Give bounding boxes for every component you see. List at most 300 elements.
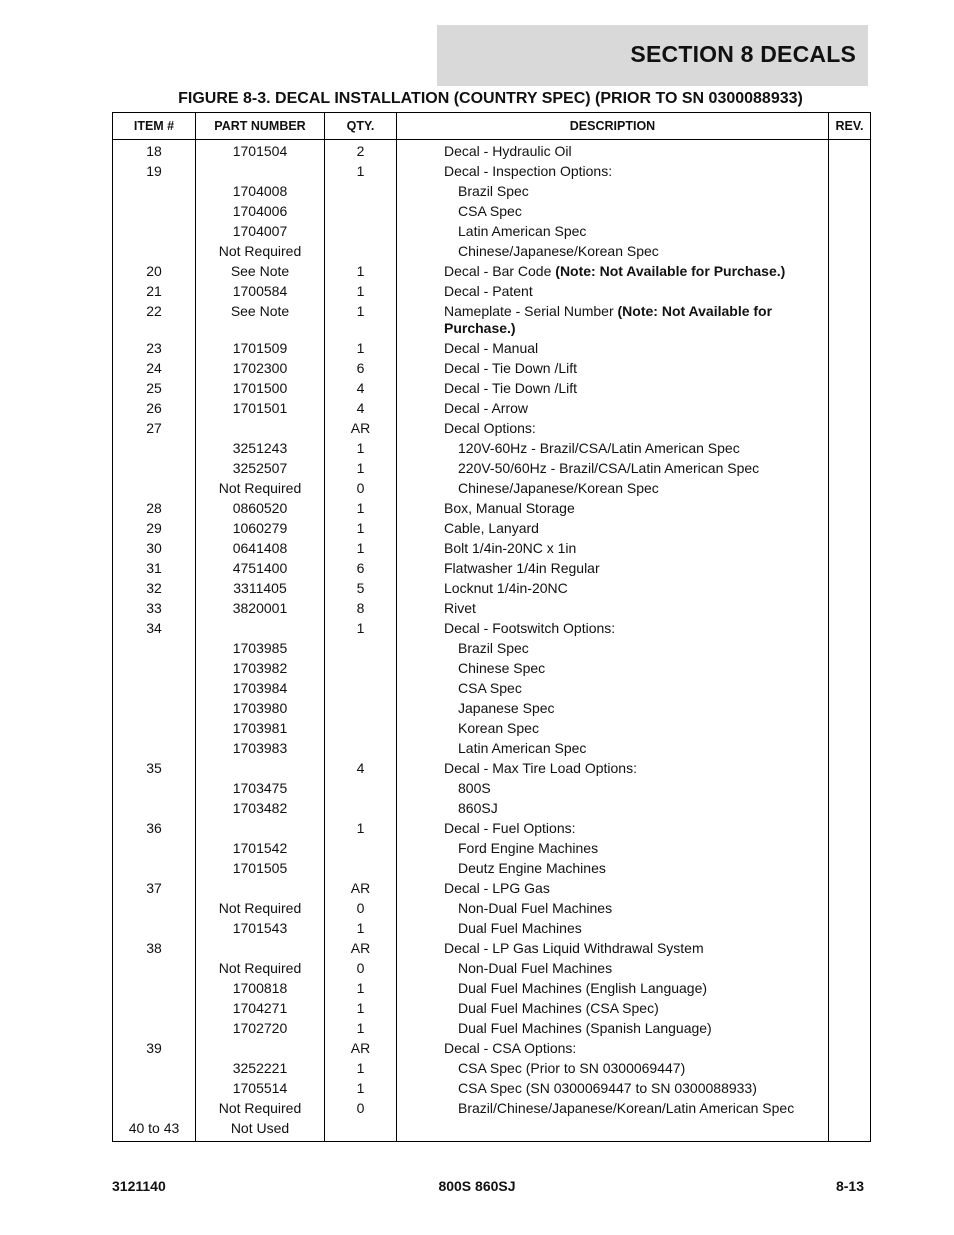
rev-cell bbox=[829, 618, 871, 638]
part-number-cell bbox=[196, 1038, 325, 1058]
item-number-cell bbox=[113, 201, 196, 221]
rev-cell bbox=[829, 738, 871, 758]
rev-cell bbox=[829, 678, 871, 698]
item-number-cell bbox=[113, 738, 196, 758]
rev-cell bbox=[829, 658, 871, 678]
description-cell bbox=[397, 538, 829, 558]
table-row bbox=[113, 798, 871, 818]
rev-cell bbox=[829, 878, 871, 898]
item-number-cell bbox=[113, 241, 196, 261]
item-number-cell: 19 bbox=[113, 161, 196, 181]
item-number-cell: 23 bbox=[113, 338, 196, 358]
description-cell bbox=[397, 938, 829, 958]
qty-cell bbox=[325, 718, 397, 738]
table-row bbox=[113, 698, 871, 718]
column-header-rev: REV. bbox=[829, 113, 871, 140]
item-number-cell bbox=[113, 718, 196, 738]
rev-cell bbox=[829, 418, 871, 438]
description-cell bbox=[397, 301, 829, 338]
item-number-cell: 35 bbox=[113, 758, 196, 778]
item-number-cell bbox=[113, 458, 196, 478]
item-number-cell: 29 bbox=[113, 518, 196, 538]
description-text: Box, Manual Storage bbox=[444, 500, 575, 516]
rev-cell bbox=[829, 140, 871, 162]
qty-cell: 1 bbox=[325, 538, 397, 558]
qty-cell: 4 bbox=[325, 378, 397, 398]
description-text: Decal - Tie Down /Lift bbox=[444, 360, 578, 376]
part-number-cell: 1704008 bbox=[196, 181, 325, 201]
part-number-cell: 3252507 bbox=[196, 458, 325, 478]
description-text: Cable, Lanyard bbox=[444, 520, 539, 536]
description-text: CSA Spec bbox=[458, 680, 522, 696]
rev-cell bbox=[829, 241, 871, 261]
description-text: Decal - Manual bbox=[444, 340, 539, 356]
qty-cell bbox=[325, 678, 397, 698]
table-row bbox=[113, 478, 871, 498]
qty-cell: AR bbox=[325, 878, 397, 898]
description-cell bbox=[397, 281, 829, 301]
part-number-cell bbox=[196, 618, 325, 638]
rev-cell bbox=[829, 758, 871, 778]
qty-cell: 0 bbox=[325, 478, 397, 498]
column-header-part-number: PART NUMBER bbox=[196, 113, 325, 140]
table-row bbox=[113, 261, 871, 281]
qty-cell: 1 bbox=[325, 161, 397, 181]
column-header-qty: QTY. bbox=[325, 113, 397, 140]
qty-cell: 1 bbox=[325, 1078, 397, 1098]
description-text: Decal - CSA Options: bbox=[444, 1040, 577, 1056]
section-title: SECTION 8 DECALS bbox=[630, 41, 856, 67]
description-cell bbox=[397, 918, 829, 938]
qty-cell bbox=[325, 798, 397, 818]
description-text: Latin American Spec bbox=[458, 223, 587, 239]
item-number-cell bbox=[113, 221, 196, 241]
item-number-cell: 37 bbox=[113, 878, 196, 898]
rev-cell bbox=[829, 638, 871, 658]
part-number-cell: 1703475 bbox=[196, 778, 325, 798]
description-text: Dual Fuel Machines (Spanish Language) bbox=[458, 1020, 712, 1036]
item-number-cell: 34 bbox=[113, 618, 196, 638]
description-note: (Note: Not Available for Purchase.) bbox=[555, 263, 786, 279]
description-text: Non-Dual Fuel Machines bbox=[458, 960, 613, 976]
rev-cell bbox=[829, 338, 871, 358]
part-number-cell bbox=[196, 161, 325, 181]
description-text: Chinese Spec bbox=[458, 660, 546, 676]
rev-cell bbox=[829, 1098, 871, 1118]
item-number-cell bbox=[113, 978, 196, 998]
rev-cell bbox=[829, 281, 871, 301]
item-number-cell: 33 bbox=[113, 598, 196, 618]
description-text: Decal - Footswitch Options: bbox=[444, 620, 616, 636]
part-number-cell: 1703482 bbox=[196, 798, 325, 818]
item-number-cell: 38 bbox=[113, 938, 196, 958]
rev-cell bbox=[829, 181, 871, 201]
rev-cell bbox=[829, 918, 871, 938]
item-number-cell bbox=[113, 438, 196, 458]
qty-cell: 1 bbox=[325, 918, 397, 938]
description-cell bbox=[397, 1118, 829, 1142]
description-text: Chinese/Japanese/Korean Spec bbox=[458, 243, 659, 259]
item-number-cell: 30 bbox=[113, 538, 196, 558]
description-cell bbox=[397, 140, 829, 162]
table-row bbox=[113, 578, 871, 598]
part-number-cell: See Note bbox=[196, 261, 325, 281]
description-cell bbox=[397, 338, 829, 358]
column-header-description: DESCRIPTION bbox=[397, 113, 829, 140]
table-row bbox=[113, 418, 871, 438]
description-text: 860SJ bbox=[458, 800, 498, 816]
item-number-cell: 40 to 43 bbox=[113, 1118, 196, 1142]
item-number-cell: 24 bbox=[113, 358, 196, 378]
description-text: Non-Dual Fuel Machines bbox=[458, 900, 613, 916]
description-cell bbox=[397, 378, 829, 398]
description-cell bbox=[397, 798, 829, 818]
item-number-cell bbox=[113, 958, 196, 978]
part-number-cell: 1703983 bbox=[196, 738, 325, 758]
qty-cell: 1 bbox=[325, 301, 397, 338]
part-number-cell: 1702720 bbox=[196, 1018, 325, 1038]
rev-cell bbox=[829, 398, 871, 418]
rev-cell bbox=[829, 798, 871, 818]
part-number-cell bbox=[196, 938, 325, 958]
description-cell bbox=[397, 438, 829, 458]
description-text: 120V-60Hz - Brazil/CSA/Latin American Spec bbox=[458, 440, 740, 456]
description-text: Decal - Bar Code bbox=[444, 263, 556, 279]
table-row bbox=[113, 1038, 871, 1058]
description-cell bbox=[397, 181, 829, 201]
qty-cell: 6 bbox=[325, 358, 397, 378]
rev-cell bbox=[829, 498, 871, 518]
part-number-cell: 1703985 bbox=[196, 638, 325, 658]
footer-page-number: 8-13 bbox=[835, 1178, 864, 1194]
part-number-cell: 3820001 bbox=[196, 598, 325, 618]
description-cell bbox=[397, 201, 829, 221]
qty-cell: 1 bbox=[325, 1018, 397, 1038]
item-number-cell: 26 bbox=[113, 398, 196, 418]
description-cell bbox=[397, 618, 829, 638]
table-row bbox=[113, 140, 871, 162]
part-number-cell: Not Used bbox=[196, 1118, 325, 1142]
footer-model: 800S 860SJ bbox=[438, 1178, 516, 1194]
rev-cell bbox=[829, 221, 871, 241]
rev-cell bbox=[829, 718, 871, 738]
table-row bbox=[113, 638, 871, 658]
item-number-cell bbox=[113, 998, 196, 1018]
table-row bbox=[113, 838, 871, 858]
qty-cell: 8 bbox=[325, 598, 397, 618]
item-number-cell: 31 bbox=[113, 558, 196, 578]
part-number-cell: 1701543 bbox=[196, 918, 325, 938]
description-text: Decal - Fuel Options: bbox=[444, 820, 576, 836]
item-number-cell bbox=[113, 658, 196, 678]
description-text: Dual Fuel Machines bbox=[458, 920, 582, 936]
description-cell bbox=[397, 498, 829, 518]
rev-cell bbox=[829, 1018, 871, 1038]
parts-table bbox=[112, 112, 871, 1142]
part-number-cell: 1703984 bbox=[196, 678, 325, 698]
qty-cell: AR bbox=[325, 418, 397, 438]
rev-cell bbox=[829, 438, 871, 458]
rev-cell bbox=[829, 778, 871, 798]
item-number-cell bbox=[113, 181, 196, 201]
description-cell bbox=[397, 418, 829, 438]
description-cell bbox=[397, 998, 829, 1018]
rev-cell bbox=[829, 301, 871, 338]
description-cell bbox=[397, 1038, 829, 1058]
table-row bbox=[113, 1118, 871, 1142]
table-header-row bbox=[113, 113, 871, 140]
description-text: Korean Spec bbox=[458, 720, 539, 736]
description-cell bbox=[397, 241, 829, 261]
description-cell bbox=[397, 958, 829, 978]
qty-cell bbox=[325, 778, 397, 798]
part-number-cell: 1702300 bbox=[196, 358, 325, 378]
description-cell bbox=[397, 698, 829, 718]
table-row bbox=[113, 778, 871, 798]
part-number-cell: 1703981 bbox=[196, 718, 325, 738]
item-number-cell bbox=[113, 918, 196, 938]
description-text: Decal - Arrow bbox=[444, 400, 529, 416]
item-number-cell: 32 bbox=[113, 578, 196, 598]
description-cell bbox=[397, 638, 829, 658]
table-row bbox=[113, 758, 871, 778]
description-cell bbox=[397, 598, 829, 618]
table-row bbox=[113, 538, 871, 558]
part-number-cell: 1060279 bbox=[196, 518, 325, 538]
item-number-cell bbox=[113, 1078, 196, 1098]
qty-cell: 1 bbox=[325, 438, 397, 458]
part-number-cell: Not Required bbox=[196, 241, 325, 261]
rev-cell bbox=[829, 378, 871, 398]
rev-cell bbox=[829, 858, 871, 878]
qty-cell: 1 bbox=[325, 618, 397, 638]
part-number-cell: 1701505 bbox=[196, 858, 325, 878]
description-cell bbox=[397, 518, 829, 538]
rev-cell bbox=[829, 578, 871, 598]
part-number-cell: Not Required bbox=[196, 1098, 325, 1118]
item-number-cell: 39 bbox=[113, 1038, 196, 1058]
table-row bbox=[113, 1058, 871, 1078]
rev-cell bbox=[829, 598, 871, 618]
description-cell bbox=[397, 1078, 829, 1098]
description-text: Decal - LPG Gas bbox=[444, 880, 550, 896]
qty-cell: 5 bbox=[325, 578, 397, 598]
item-number-cell bbox=[113, 678, 196, 698]
part-number-cell: 0860520 bbox=[196, 498, 325, 518]
description-cell bbox=[397, 978, 829, 998]
table-row bbox=[113, 878, 871, 898]
description-cell bbox=[397, 778, 829, 798]
part-number-cell: 1703980 bbox=[196, 698, 325, 718]
part-number-cell: Not Required bbox=[196, 958, 325, 978]
table-row bbox=[113, 358, 871, 378]
rev-cell bbox=[829, 938, 871, 958]
section-header-box bbox=[437, 25, 868, 86]
part-number-cell: See Note bbox=[196, 301, 325, 338]
table-row bbox=[113, 1078, 871, 1098]
rev-cell bbox=[829, 518, 871, 538]
item-number-cell bbox=[113, 698, 196, 718]
description-text: Decal - Hydraulic Oil bbox=[444, 143, 572, 159]
part-number-cell: 3251243 bbox=[196, 438, 325, 458]
description-text: Brazil/Chinese/Japanese/Korean/Latin American Spec bbox=[458, 1100, 795, 1116]
rev-cell bbox=[829, 978, 871, 998]
item-number-cell bbox=[113, 1098, 196, 1118]
description-cell bbox=[397, 261, 829, 281]
description-text: Deutz Engine Machines bbox=[458, 860, 606, 876]
table-row bbox=[113, 438, 871, 458]
table-row bbox=[113, 281, 871, 301]
item-number-cell: 18 bbox=[113, 140, 196, 162]
qty-cell: 1 bbox=[325, 818, 397, 838]
rev-cell bbox=[829, 358, 871, 378]
item-number-cell bbox=[113, 798, 196, 818]
qty-cell: AR bbox=[325, 938, 397, 958]
table-row bbox=[113, 221, 871, 241]
qty-cell: 4 bbox=[325, 398, 397, 418]
description-text: Latin American Spec bbox=[458, 740, 587, 756]
part-number-cell: 1701542 bbox=[196, 838, 325, 858]
item-number-cell bbox=[113, 858, 196, 878]
rev-cell bbox=[829, 458, 871, 478]
rev-cell bbox=[829, 161, 871, 181]
rev-cell bbox=[829, 698, 871, 718]
rev-cell bbox=[829, 558, 871, 578]
part-number-cell: 3252221 bbox=[196, 1058, 325, 1078]
table-row bbox=[113, 978, 871, 998]
qty-cell: 1 bbox=[325, 498, 397, 518]
rev-cell bbox=[829, 1038, 871, 1058]
description-text: 220V-50/60Hz - Brazil/CSA/Latin American Spec bbox=[458, 460, 760, 476]
description-cell bbox=[397, 838, 829, 858]
qty-cell bbox=[325, 838, 397, 858]
description-text: Flatwasher 1/4in Regular bbox=[444, 560, 600, 576]
table-row bbox=[113, 898, 871, 918]
qty-cell: 1 bbox=[325, 338, 397, 358]
part-number-cell: Not Required bbox=[196, 478, 325, 498]
description-text: Decal - Max Tire Load Options: bbox=[444, 760, 637, 776]
item-number-cell bbox=[113, 478, 196, 498]
description-text: Rivet bbox=[444, 600, 476, 616]
item-number-cell bbox=[113, 778, 196, 798]
rev-cell bbox=[829, 898, 871, 918]
part-number-cell bbox=[196, 878, 325, 898]
table-row bbox=[113, 498, 871, 518]
item-number-cell: 27 bbox=[113, 418, 196, 438]
qty-cell bbox=[325, 738, 397, 758]
rev-cell bbox=[829, 838, 871, 858]
column-header-item: ITEM # bbox=[113, 113, 196, 140]
rev-cell bbox=[829, 998, 871, 1018]
description-text: Decal - Tie Down /Lift bbox=[444, 380, 578, 396]
qty-cell: AR bbox=[325, 1038, 397, 1058]
description-text: Brazil Spec bbox=[458, 183, 529, 199]
part-number-cell: 1705514 bbox=[196, 1078, 325, 1098]
qty-cell bbox=[325, 241, 397, 261]
qty-cell: 1 bbox=[325, 978, 397, 998]
table-row bbox=[113, 618, 871, 638]
table-row bbox=[113, 818, 871, 838]
part-number-cell bbox=[196, 418, 325, 438]
table-row bbox=[113, 241, 871, 261]
description-text: Japanese Spec bbox=[458, 700, 555, 716]
rev-cell bbox=[829, 201, 871, 221]
qty-cell: 1 bbox=[325, 1058, 397, 1078]
part-number-cell: 1700584 bbox=[196, 281, 325, 301]
table-row bbox=[113, 518, 871, 538]
table-row bbox=[113, 938, 871, 958]
description-text: 800S bbox=[458, 780, 491, 796]
description-text: CSA Spec bbox=[458, 203, 522, 219]
description-cell bbox=[397, 878, 829, 898]
item-number-cell bbox=[113, 838, 196, 858]
qty-cell bbox=[325, 1118, 397, 1142]
table-row bbox=[113, 678, 871, 698]
qty-cell: 4 bbox=[325, 758, 397, 778]
table-row bbox=[113, 998, 871, 1018]
description-cell bbox=[397, 718, 829, 738]
part-number-cell: 1704271 bbox=[196, 998, 325, 1018]
description-cell bbox=[397, 1098, 829, 1118]
table-row bbox=[113, 181, 871, 201]
description-cell bbox=[397, 658, 829, 678]
item-number-cell: 25 bbox=[113, 378, 196, 398]
table-row bbox=[113, 958, 871, 978]
qty-cell bbox=[325, 658, 397, 678]
description-cell bbox=[397, 738, 829, 758]
description-cell bbox=[397, 358, 829, 378]
qty-cell: 0 bbox=[325, 958, 397, 978]
figure-title: FIGURE 8-3. DECAL INSTALLATION (COUNTRY SPEC) (PRIOR TO SN 0300088933) bbox=[178, 90, 803, 107]
table-row bbox=[113, 1018, 871, 1038]
qty-cell bbox=[325, 221, 397, 241]
part-number-cell: 1700818 bbox=[196, 978, 325, 998]
description-text: Decal - Inspection Options: bbox=[444, 163, 613, 179]
part-number-cell: 1703982 bbox=[196, 658, 325, 678]
table-row bbox=[113, 1098, 871, 1118]
description-text: Bolt 1/4in-20NC x 1in bbox=[444, 540, 577, 556]
description-cell bbox=[397, 398, 829, 418]
description-cell bbox=[397, 898, 829, 918]
description-cell bbox=[397, 478, 829, 498]
description-cell bbox=[397, 758, 829, 778]
qty-cell: 6 bbox=[325, 558, 397, 578]
description-cell bbox=[397, 578, 829, 598]
qty-cell: 1 bbox=[325, 998, 397, 1018]
description-cell bbox=[397, 818, 829, 838]
table-row bbox=[113, 658, 871, 678]
rev-cell bbox=[829, 538, 871, 558]
description-text: Chinese/Japanese/Korean Spec bbox=[458, 480, 659, 496]
qty-cell: 0 bbox=[325, 898, 397, 918]
description-text: Nameplate - Serial Number bbox=[444, 303, 618, 319]
part-number-cell bbox=[196, 758, 325, 778]
description-text: Brazil Spec bbox=[458, 640, 529, 656]
part-number-cell: Not Required bbox=[196, 898, 325, 918]
part-number-cell bbox=[196, 818, 325, 838]
description-note: (Note: Not Available for Purchase.) bbox=[444, 303, 773, 336]
table-row bbox=[113, 558, 871, 578]
description-cell bbox=[397, 221, 829, 241]
description-cell bbox=[397, 161, 829, 181]
table-row bbox=[113, 458, 871, 478]
description-cell bbox=[397, 1018, 829, 1038]
table-row bbox=[113, 161, 871, 181]
table-row bbox=[113, 301, 871, 338]
item-number-cell: 28 bbox=[113, 498, 196, 518]
description-text: CSA Spec (SN 0300069447 to SN 0300088933) bbox=[458, 1080, 757, 1096]
part-number-cell: 4751400 bbox=[196, 558, 325, 578]
